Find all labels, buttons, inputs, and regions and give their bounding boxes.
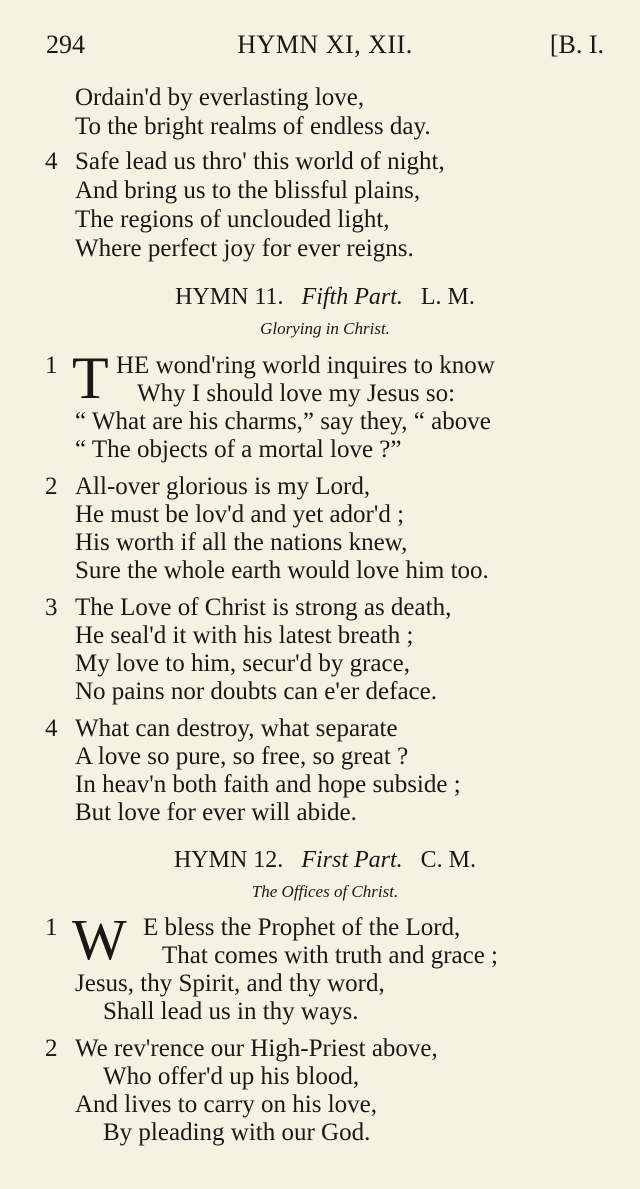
hymn-part: First Part. — [301, 847, 403, 873]
verse-line: Shall lead us in thy ways. — [103, 998, 359, 1025]
verse-number: 2 — [45, 1035, 58, 1062]
verse-number: 3 — [45, 594, 58, 621]
verse-line: HE wond'ring world inquires to know — [116, 352, 495, 379]
drop-cap: T — [72, 345, 109, 411]
hymn-subtitle: The Offices of Christ. — [251, 882, 399, 901]
verse-line: Safe lead us thro' this world of night, — [75, 148, 445, 175]
verse-line: Jesus, thy Spirit, and thy word, — [75, 970, 385, 997]
drop-cap: W — [72, 907, 127, 972]
verse-line: E bless the Prophet of the Lord, — [143, 914, 461, 941]
verse-line: He seal'd it with his latest breath ; — [75, 622, 414, 649]
verse-line: My love to him, secur'd by grace, — [75, 650, 410, 677]
verse-number: 2 — [45, 473, 58, 500]
verse-line: A love so pure, so free, so great ? — [75, 743, 409, 770]
verse-number: 1 — [45, 914, 58, 941]
hymn-number: HYMN 12. — [173, 847, 284, 873]
verse-line: And lives to carry on his love, — [75, 1091, 378, 1118]
verse-line: He must be lov'd and yet ador'd ; — [75, 501, 405, 528]
section-marker: [B. I. — [549, 30, 604, 59]
verse-line: We rev'rence our High-Priest above, — [75, 1035, 438, 1062]
verse-number: 4 — [45, 148, 58, 175]
verse-line: That comes with truth and grace ; — [162, 942, 498, 969]
verse-line: Where perfect joy for ever reigns. — [75, 235, 414, 262]
continuation-line: Ordain'd by everlasting love, — [75, 84, 365, 111]
verse-line: The regions of unclouded light, — [75, 206, 390, 233]
verse-line: But love for ever will abide. — [75, 799, 357, 826]
hymn-title — [0, 846, 640, 874]
page-header — [46, 30, 604, 70]
verse-line: Sure the whole earth would love him too. — [75, 557, 489, 584]
verse-line: What can destroy, what separate — [75, 715, 398, 742]
hymn-number: HYMN 11. — [175, 284, 284, 310]
verse-line: His worth if all the nations knew, — [75, 529, 408, 556]
hymn-title — [0, 283, 640, 311]
verse-line: In heav'n both faith and hope subside ; — [75, 771, 461, 798]
running-title: HYMN XI, XII. — [237, 30, 413, 59]
hymn-part: Fifth Part. — [301, 284, 403, 310]
verse-line: “ The objects of a mortal love ?” — [75, 436, 402, 463]
verse-number: 4 — [45, 715, 58, 742]
verse-line: The Love of Christ is strong as death, — [75, 594, 452, 621]
verse-line: Why I should love my Jesus so: — [137, 380, 456, 407]
verse-number: 1 — [45, 352, 58, 379]
verse-line: No pains nor doubts can e'er deface. — [75, 678, 437, 705]
verse-line: And bring us to the blissful plains, — [75, 177, 421, 204]
verse-line: All-over glorious is my Lord, — [75, 473, 371, 500]
hymn-meter: L. M. — [420, 284, 475, 310]
verse-line: “ What are his charms,” say they, “ above — [75, 408, 491, 435]
page-number: 294 — [46, 30, 85, 59]
hymn-meter: C. M. — [420, 847, 477, 873]
hymn-subtitle: Glorying in Christ. — [260, 319, 390, 338]
verse-line: Who offer'd up his blood, — [103, 1063, 360, 1090]
verse-line: By pleading with our God. — [103, 1119, 371, 1146]
continuation-line: To the bright realms of endless day. — [75, 113, 431, 140]
